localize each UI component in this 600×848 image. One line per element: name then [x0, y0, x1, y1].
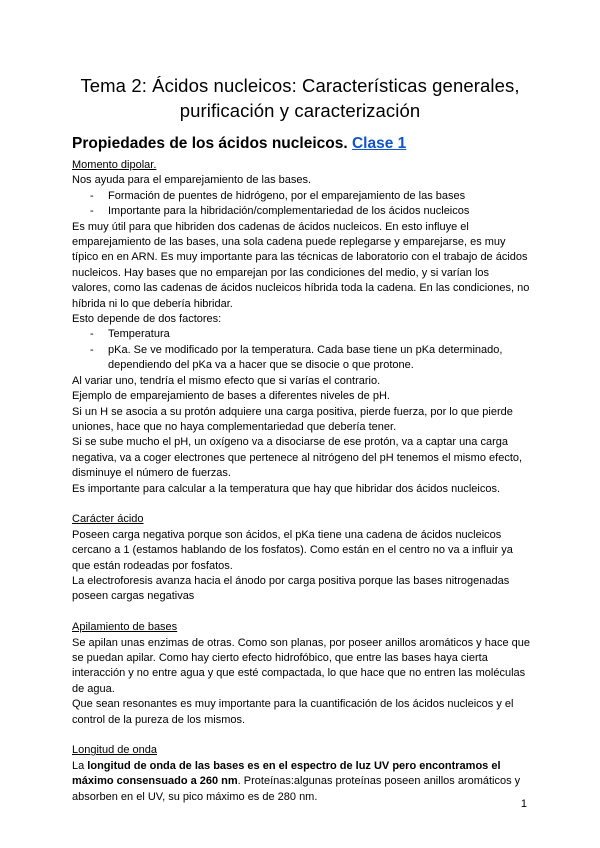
- wavelength-bold: longitud de onda de las bases es en el espectro de luz UV pero encontramos el máximo consensuado a 260 nm: [72, 759, 501, 788]
- paragraph: Poseen carga negativa porque son ácidos, el pKa tiene una cadena de ácidos nucleicos cercano a 1 (estamos hablando de los fosfatos). Como están en el centro no va a influir ya que están rodeadas por fosfatos.: [72, 528, 513, 572]
- paragraph: Es importante para calcular a la temperatura que hay que hibridar dos ácidos nucleicos.: [72, 482, 501, 495]
- dipolar-bullet-list: [72, 189, 530, 220]
- section-heading-text: Propiedades de los ácidos nucleicos.: [72, 135, 352, 152]
- acid-heading: Carácter ácido: [72, 513, 144, 526]
- wavelength-paragraph: [72, 759, 530, 805]
- dipolar-paragraph: Es muy útil para que hibriden dos cadenas de ácidos nucleicos. En esto influye el emparejamiento de las bases, una sola cadena puede replegarse y emparejarse, es muy típico en en ARN. Es muy importante para las técnicas de laboratorio con el trabajo de ácidos nucleicos. Hay bases que no emparejan por las condiciones del medio, y si varían los valores, como las cadenas de ácidos nucleicos híbrida toda la cadena. En las condiciones, no híbrida ni lo que debería hibridar.: [72, 220, 530, 310]
- dipolar-intro: Nos ayuda para el emparejamiento de las bases.: [72, 174, 312, 187]
- document-body: [72, 158, 530, 805]
- list-item: - Temperatura: [90, 327, 530, 342]
- spacer: [72, 497, 530, 512]
- title-line-1: Tema 2: Ácidos nucleicos: Características generales,: [80, 75, 520, 96]
- paragraph: Al variar uno, tendría el mismo efecto que si varías el contrario.: [72, 374, 381, 387]
- paragraph: Si un H se asocia a su protón adquiere una carga positiva, pierde fuerza, por lo que pierde uniones, hace que no haya complementariedad que debería tener.: [72, 405, 513, 433]
- list-item: - pKa. Se ve modificado por la temperatura. Cada base tiene un pKa determinado, dependiendo del pKa va a hacer que se disocie o que protone.: [90, 343, 530, 374]
- wavelength-rest: . Proteínas:algunas proteínas poseen anillos aromáticos y absorben en el UV, su pico máximo es de 280 nm.: [72, 775, 521, 803]
- list-item: - Importante para la hibridación/complementariedad de los ácidos nucleicos: [90, 204, 530, 219]
- paragraph: Se apilan unas enzimas de otras. Como son planas, por poseer anillos aromáticos y hace que se puedan apilar. Como hay cierto efecto hidrofóbico, que entre las bases haya cierta interacción y no entre agua y que esté compactada, lo que hace que no entren las moléculas de agua.: [72, 636, 530, 695]
- spacer: [72, 728, 530, 743]
- stacking-heading: Apilamiento de bases: [72, 621, 178, 634]
- spacer: [72, 605, 530, 620]
- paragraph: Si se sube mucho el pH, un oxígeno va a disociarse de ese protón, va a captar una carga negativa, va a coger electrones que pertenece al nitrógeno del pH tenemos el mismo efecto, disminuye el número de fuerzas.: [72, 436, 523, 480]
- dipolar-heading: Momento dipolar.: [72, 159, 157, 171]
- page-number: 1: [520, 798, 527, 810]
- title-line-2: purificación y caracterización: [179, 100, 421, 121]
- wavelength-lead: La: [72, 759, 88, 772]
- factors-intro: Esto depende de dos factores:: [72, 313, 222, 326]
- section-heading: [72, 135, 406, 153]
- clase-1-link[interactable]: Clase 1: [351, 135, 407, 152]
- list-item: - Formación de puentes de hidrógeno, por el emparejamiento de las bases: [90, 189, 530, 204]
- paragraph: Que sean resonantes es muy importante para la cuantificación de los ácidos nucleicos y el control de la pureza de los mismos.: [72, 698, 514, 726]
- paragraph: La electroforesis avanza hacia el ánodo por carga positiva porque las bases nitrogenadas poseen cargas negativas: [72, 574, 510, 603]
- paragraph: Ejemplo de emparejamiento de bases a diferentes niveles de pH.: [72, 390, 390, 403]
- page-title: [72, 0, 528, 123]
- factors-list: [72, 327, 530, 373]
- wavelength-heading: Longitud de onda: [72, 744, 158, 757]
